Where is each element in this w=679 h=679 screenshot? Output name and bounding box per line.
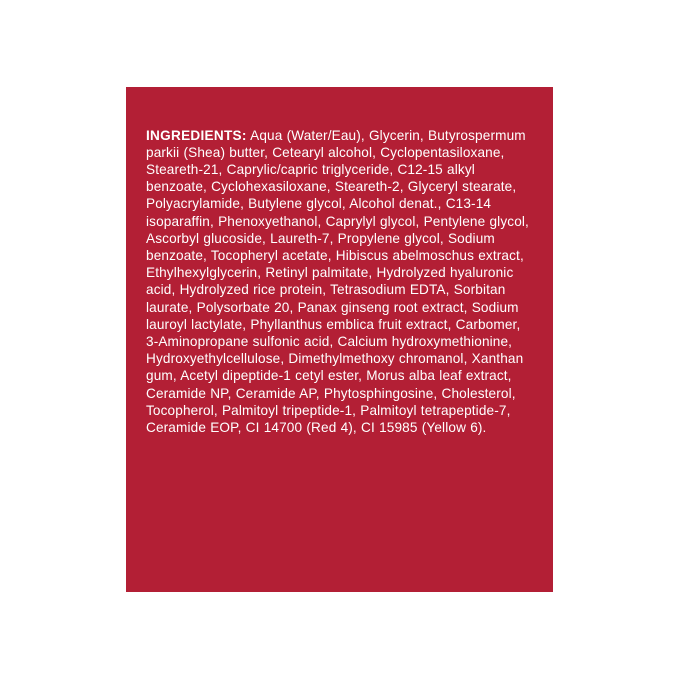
ingredients-heading: INGREDIENTS: — [146, 127, 247, 143]
ingredients-list-text: Aqua (Water/Eau), Glycerin, Butyrospermum parkii (Shea) butter, Cetearyl alcohol, Cyclopentasiloxane, Steareth-21, Caprylic/capric triglyceride, C12-15 alkyl benzoate, Cyclohexasiloxane, Steareth-2, Glyceryl stearate, Polyacrylamide, Butylene glycol, Alcohol denat., C13-14 isoparaffin, Phenoxyethanol, Caprylyl glycol, Pentylene glycol, Ascorbyl glucoside, Laureth-7, Propylene glycol, Sodium benzoate, Tocopheryl acetate, Hibiscus abelmoschus extract, Ethylhexylglycerin, Retinyl palmitate, Hydrolyzed hyaluronic acid, Hydrolyzed rice protein, Tetrasodium EDTA, Sorbitan laurate, Polysorbate 20, Panax ginseng root extract, Sodium lauroyl lactylate, Phyllanthus emblica fruit extract, Carbomer, 3-Aminopropane sulfonic acid, Calcium hydroxymethionine, Hydroxyethylcellulose, Dimethylmethoxy chromanol, Xanthan gum, Acetyl dipeptide-1 cetyl ester, Morus alba leaf extract, Ceramide NP, Ceramide AP, Phytosphingosine, Cholesterol, Tocopherol, Palmitoyl tripeptide-1, Palmitoyl tetrapeptide-7, Ceramide EOP, CI 14700 (Red 4), CI 15985 (Yellow 6). — [146, 127, 529, 436]
ingredients-panel — [126, 87, 553, 592]
ingredients-paragraph — [146, 127, 531, 437]
